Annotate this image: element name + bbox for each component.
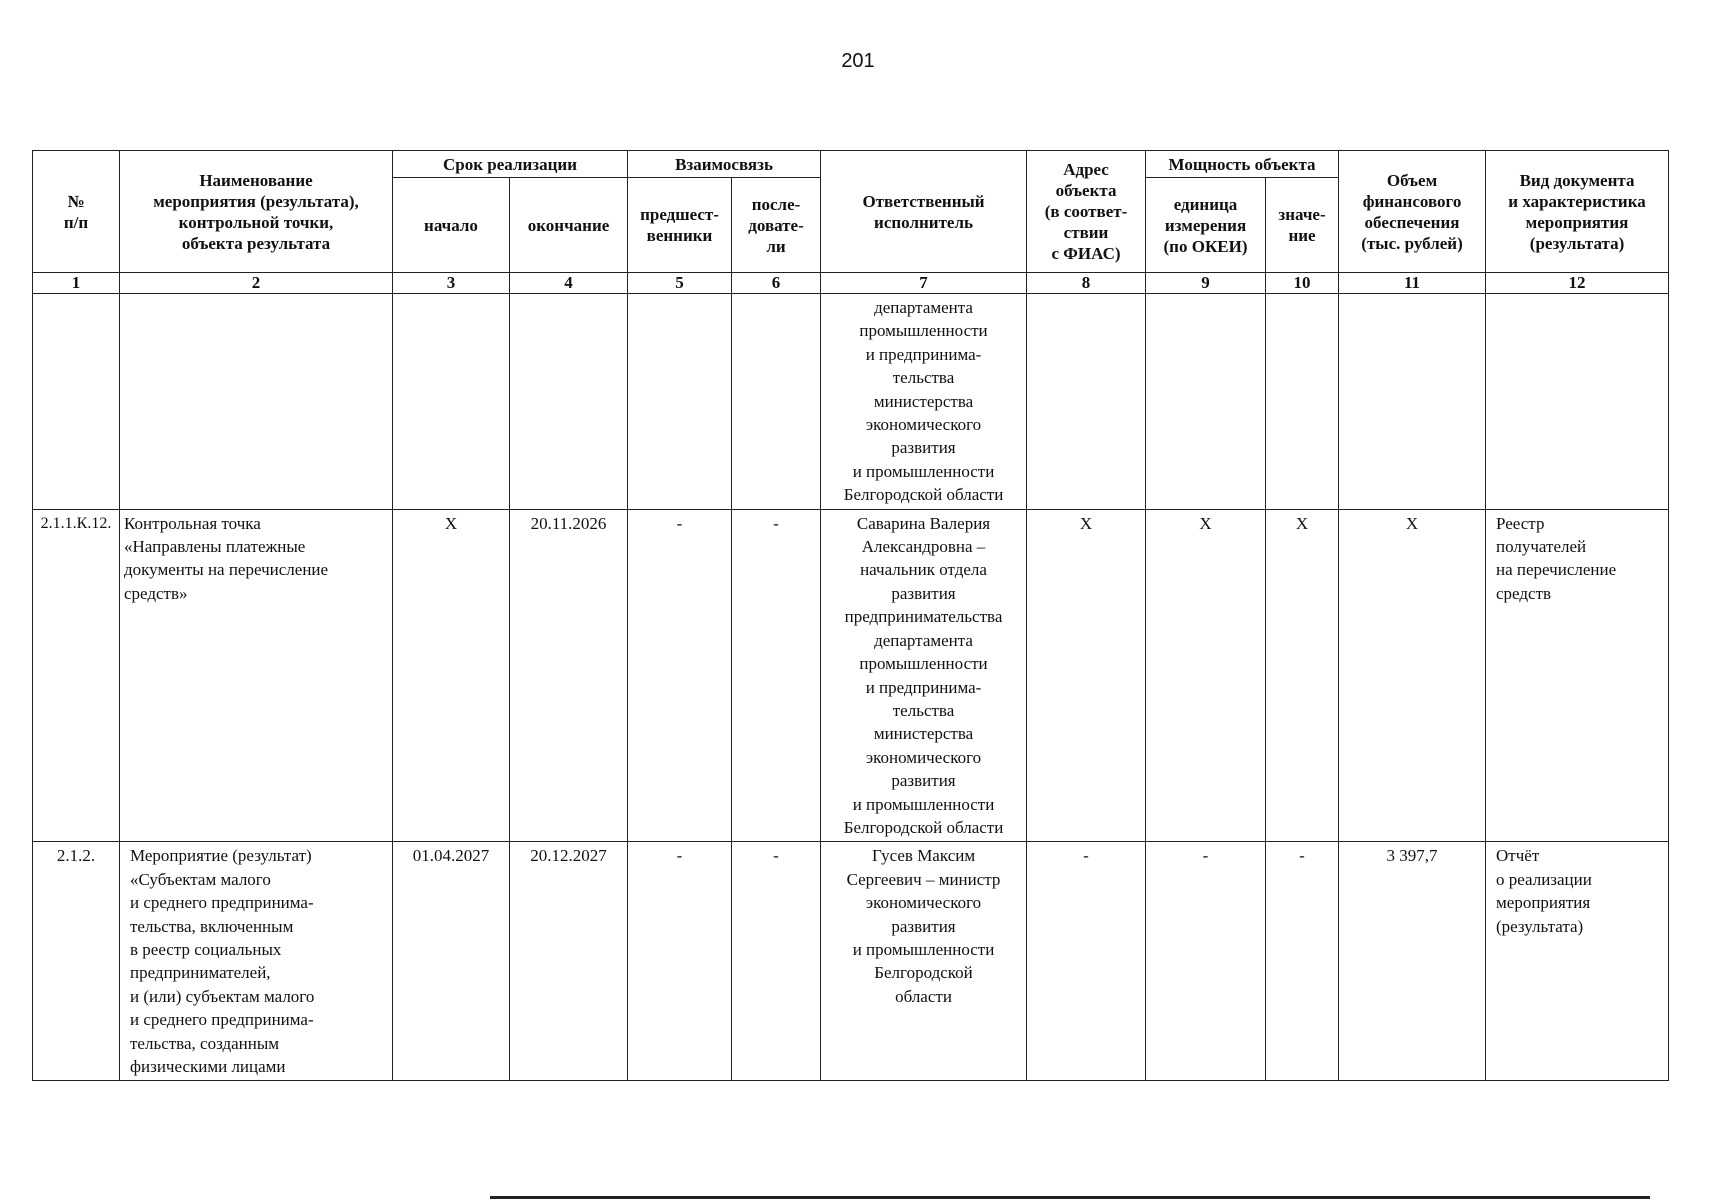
cell-successors: - [732,509,821,842]
plan-table [32,150,1669,1081]
cell-responsible: Гусев Максим Сергеевич – министр экономического развития и промышленности Белгородской области [821,842,1027,1081]
cell-value: - [1266,842,1339,1081]
column-number: 3 [393,273,510,294]
header-value: значе- ние [1266,178,1339,273]
column-number: 11 [1339,273,1486,294]
cell-doc [1486,294,1669,510]
cell-unit [1146,294,1266,510]
cell-funding [1339,294,1486,510]
cell-address: - [1027,842,1146,1081]
cell-successors [732,294,821,510]
header-name: Наименование мероприятия (результата), контрольной точки, объекта результата [120,151,393,273]
column-number: 12 [1486,273,1669,294]
cell-address: Х [1027,509,1146,842]
cell-unit: Х [1146,509,1266,842]
cell-start [393,294,510,510]
cell-responsible: Саварина Валерия Александровна – начальник отдела развития предпринимательства департамента промышленности и предпринима- тельства министерства экономического развития и промышленности Белгородской области [821,509,1027,842]
header-relation: Взаимосвязь [628,151,821,178]
cell-num [33,294,120,510]
header-address: Адрес объекта (в соответ- ствии с ФИАС) [1027,151,1146,273]
column-number: 2 [120,273,393,294]
header-doc-type: Вид документа и характеристика мероприятия (результата) [1486,151,1669,273]
column-number: 6 [732,273,821,294]
table-row [33,842,1669,1081]
cell-predecessors: - [628,842,732,1081]
table-row [33,509,1669,842]
cell-name [120,294,393,510]
cell-end: 20.12.2027 [510,842,628,1081]
cell-funding: 3 397,7 [1339,842,1486,1081]
cell-name: Мероприятие (результат) «Субъектам малого и среднего предпринима- тельства, включенным в реестр социальных предпринимателей, и (или) субъектам малого и среднего предпринима- тельства, созданным физическими лицами [120,842,393,1081]
header-capacity: Мощность объекта [1146,151,1339,178]
cell-unit: - [1146,842,1266,1081]
header-predecessors: предшест- венники [628,178,732,273]
header-start: начало [393,178,510,273]
cell-funding: Х [1339,509,1486,842]
cell-address [1027,294,1146,510]
cell-num: 2.1.2. [33,842,120,1081]
cell-responsible: департамента промышленности и предпринима- тельства министерства экономического развития и промышленности Белгородской области [821,294,1027,510]
table-row [33,294,1669,510]
column-number: 10 [1266,273,1339,294]
header-period: Срок реализации [393,151,628,178]
column-number-row [33,273,1669,294]
cell-name: Контрольная точка «Направлены платежные документы на перечисление средств» [120,509,393,842]
column-number: 8 [1027,273,1146,294]
column-number: 1 [33,273,120,294]
cell-successors: - [732,842,821,1081]
cell-predecessors [628,294,732,510]
cell-value: Х [1266,509,1339,842]
scan-edge-line [490,1196,1650,1199]
header-num: № п/п [33,151,120,273]
column-number: 4 [510,273,628,294]
column-number: 5 [628,273,732,294]
cell-start: 01.04.2027 [393,842,510,1081]
header-responsible: Ответственный исполнитель [821,151,1027,273]
column-number: 9 [1146,273,1266,294]
cell-start: Х [393,509,510,842]
cell-num: 2.1.1.К.12. [33,509,120,842]
cell-end: 20.11.2026 [510,509,628,842]
page-number: 201 [841,50,875,72]
header-end: окончание [510,178,628,273]
column-number: 7 [821,273,1027,294]
cell-value [1266,294,1339,510]
header-unit: единица измерения (по ОКЕИ) [1146,178,1266,273]
cell-predecessors: - [628,509,732,842]
header-successors: после- довате- ли [732,178,821,273]
header-funding: Объем финансового обеспечения (тыс. рублей) [1339,151,1486,273]
cell-doc: Отчёт о реализации мероприятия (результата) [1486,842,1669,1081]
cell-doc: Реестр получателей на перечисление средств [1486,509,1669,842]
cell-end [510,294,628,510]
